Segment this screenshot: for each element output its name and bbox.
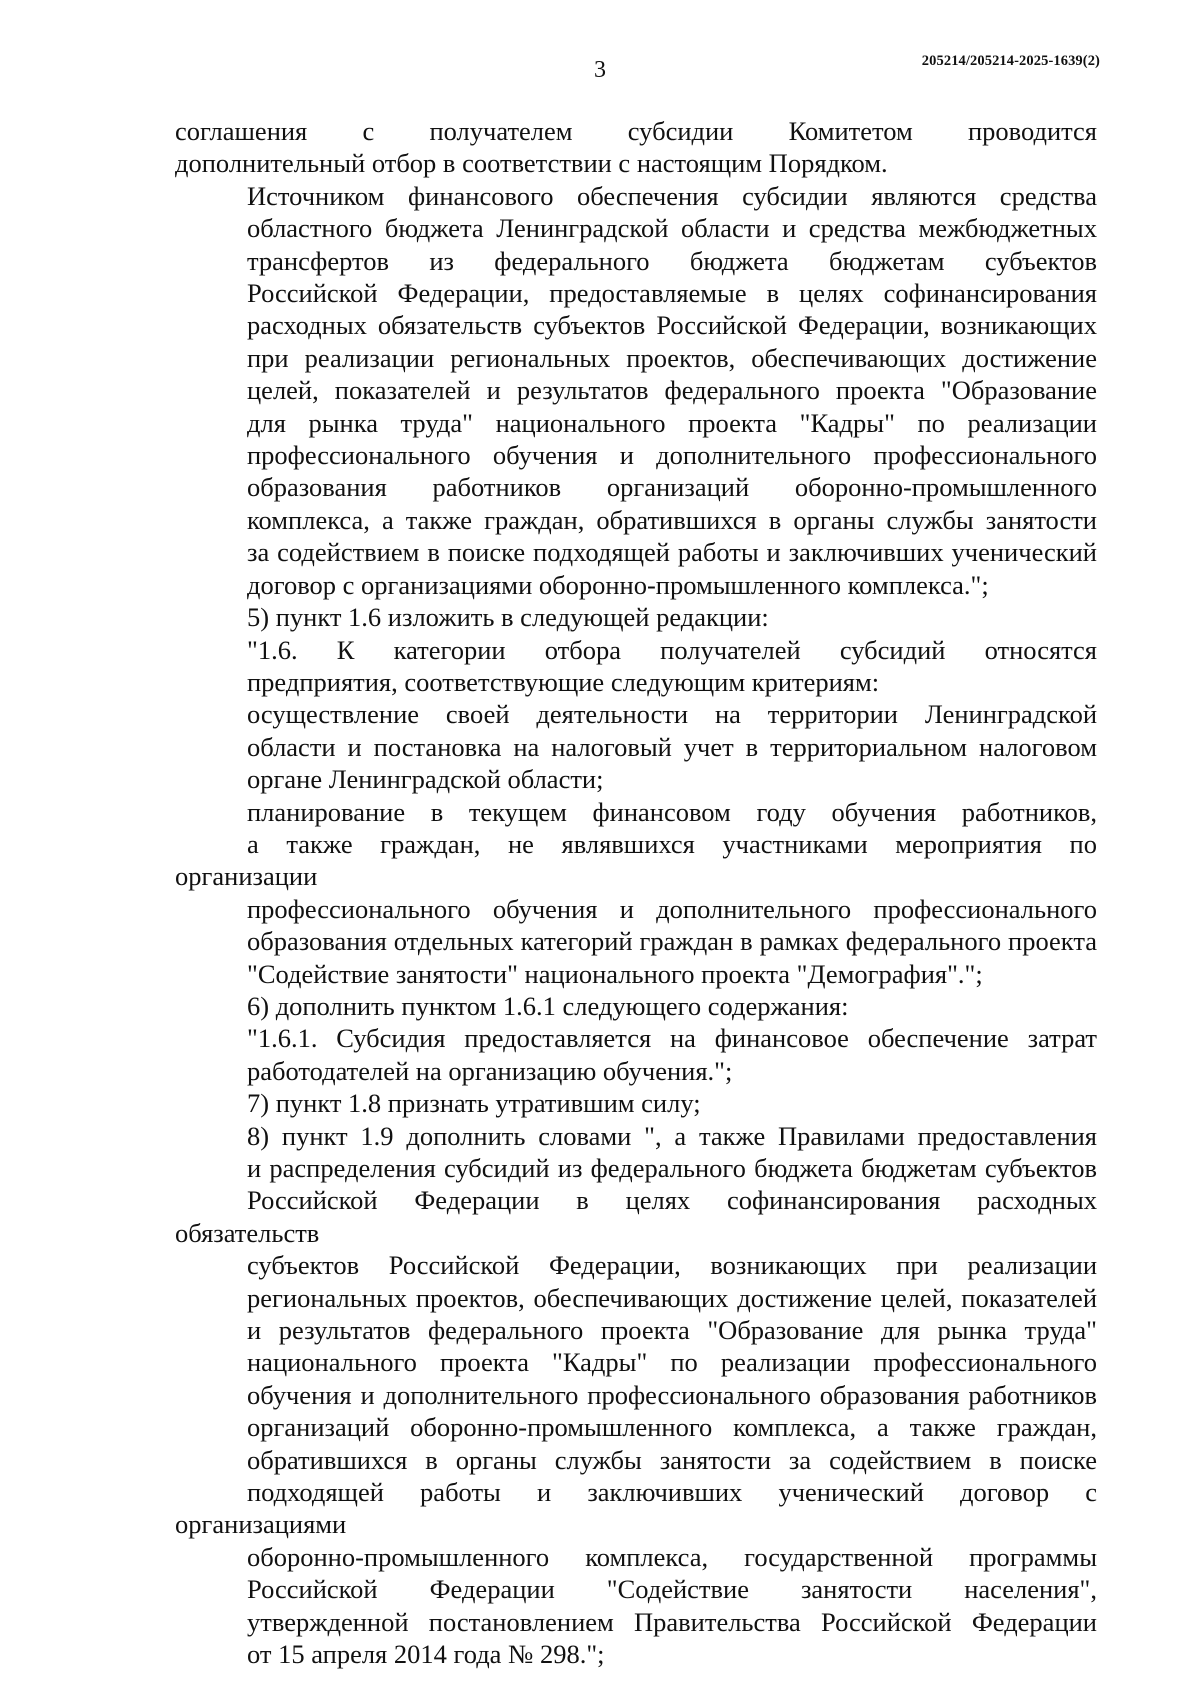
paragraph	[175, 1087, 1097, 1119]
paragraph	[175, 1022, 1097, 1087]
text-line: "Содействие занятости" национального проекта "Демография".";	[247, 958, 983, 989]
page-number: 3	[594, 57, 606, 83]
text-line: от 15 апреля 2014 года № 298.";	[247, 1639, 605, 1670]
text-line: предприятия, соответствующие следующим критериям:	[247, 666, 880, 697]
text-line: образования отдельных категорий граждан в рамках федерального проекта	[247, 926, 1097, 957]
text-line: 7) пункт 1.8 признать утратившим силу;	[247, 1088, 701, 1119]
text-line: дополнительный отбор в соответствии с настоящим Порядком.	[175, 148, 888, 179]
text-line: региональных проектов, обеспечивающих достижение целей, показателей	[247, 1282, 1097, 1313]
text-line: национального проекта "Кадры" по реализации профессионального	[247, 1347, 1097, 1378]
text-line: Российской Федерации "Содействие занятости населения",	[247, 1574, 1097, 1605]
text-line: 8) пункт 1.9 дополнить словами ", а также Правилами предоставления	[247, 1120, 1097, 1151]
text-line: и распределения субсидий из федерального бюджета бюджетам субъектов	[247, 1153, 1097, 1183]
text-line: "1.6. К категории отбора получателей субсидий относятся	[247, 634, 1097, 665]
text-line: "1.6.1. Субсидия предоставляется на финансовое обеспечение затрат	[247, 1023, 1097, 1054]
text-line: комплекса, а также граждан, обратившихся в органы службы занятости	[247, 504, 1097, 535]
text-line: планирование в текущем финансовом году обучения работников,	[247, 796, 1097, 827]
text-line: Российской Федерации, предоставляемые в целях софинансирования	[247, 278, 1097, 309]
paragraph	[175, 990, 1097, 1022]
text-line: 6) дополнить пунктом 1.6.1 следующего содержания:	[247, 990, 849, 1021]
text-line: договор с организациями оборонно-промышленного комплекса.";	[247, 569, 989, 600]
text-line: области и постановка на налоговый учет в территориальном налоговом	[247, 731, 1097, 762]
text-line: субъектов Российской Федерации, возникающих при реализации	[247, 1250, 1097, 1281]
text-line: органе Ленинградской области;	[247, 764, 604, 795]
text-line: осуществление своей деятельности на территории Ленинградской	[247, 699, 1097, 730]
text-line: для рынка труда" национального проекта "Кадры" по реализации	[247, 407, 1097, 438]
paragraph	[175, 115, 1097, 180]
text-line: организаций оборонно-промышленного комплекса, а также граждан,	[247, 1412, 1097, 1443]
text-line: подходящей работы и заключивших ученический договор с организациями	[175, 1477, 1097, 1540]
text-line: за содействием в поиске подходящей работы и заключивших ученический	[247, 537, 1097, 568]
text-line: профессионального обучения и дополнительного профессионального	[247, 440, 1097, 471]
text-line: обратившихся в органы службы занятости за содействием в поиске	[247, 1444, 1097, 1475]
document-body	[175, 115, 1097, 1671]
text-line: образования работников организаций оборонно-промышленного	[247, 472, 1097, 503]
paragraph	[175, 634, 1097, 699]
text-line: соглашения с получателем субсидии Комитетом проводится	[175, 116, 1097, 146]
text-line: расходных обязательств субъектов Российской Федерации, возникающих	[247, 310, 1097, 341]
paragraph	[175, 180, 1097, 601]
text-line: профессионального обучения и дополнительного профессионального	[247, 893, 1097, 924]
text-line: а также граждан, не являвшихся участниками мероприятия по организации	[175, 828, 1097, 892]
text-line: обучения и дополнительного профессионального образования работников	[247, 1379, 1097, 1410]
text-line: работодателей на организацию обучения.";	[247, 1055, 733, 1086]
text-line: целей, показателей и результатов федерального проекта "Образование	[247, 375, 1097, 406]
text-line: оборонно-промышленного комплекса, государственной программы	[247, 1541, 1097, 1572]
paragraph	[175, 796, 1097, 990]
paragraph	[175, 601, 1097, 633]
paragraph	[175, 698, 1097, 795]
text-line: и результатов федерального проекта "Образование для рынка труда"	[247, 1315, 1097, 1346]
text-line: 5) пункт 1.6 изложить в следующей редакции:	[247, 602, 769, 633]
document-code: 205214/205214-2025-1639(2)	[921, 53, 1100, 69]
paragraph	[175, 1120, 1097, 1671]
text-line: Источником финансового обеспечения субсидии являются средства	[247, 180, 1097, 211]
text-line: трансфертов из федерального бюджета бюджетам субъектов	[247, 245, 1097, 276]
text-line: при реализации региональных проектов, обеспечивающих достижение	[247, 342, 1097, 373]
text-line: Российской Федерации в целях софинансирования расходных обязательств	[175, 1185, 1097, 1248]
text-line: областного бюджета Ленинградской области и средства межбюджетных	[247, 213, 1097, 244]
text-line: утвержденной постановлением Правительства Российской Федерации	[247, 1606, 1097, 1637]
